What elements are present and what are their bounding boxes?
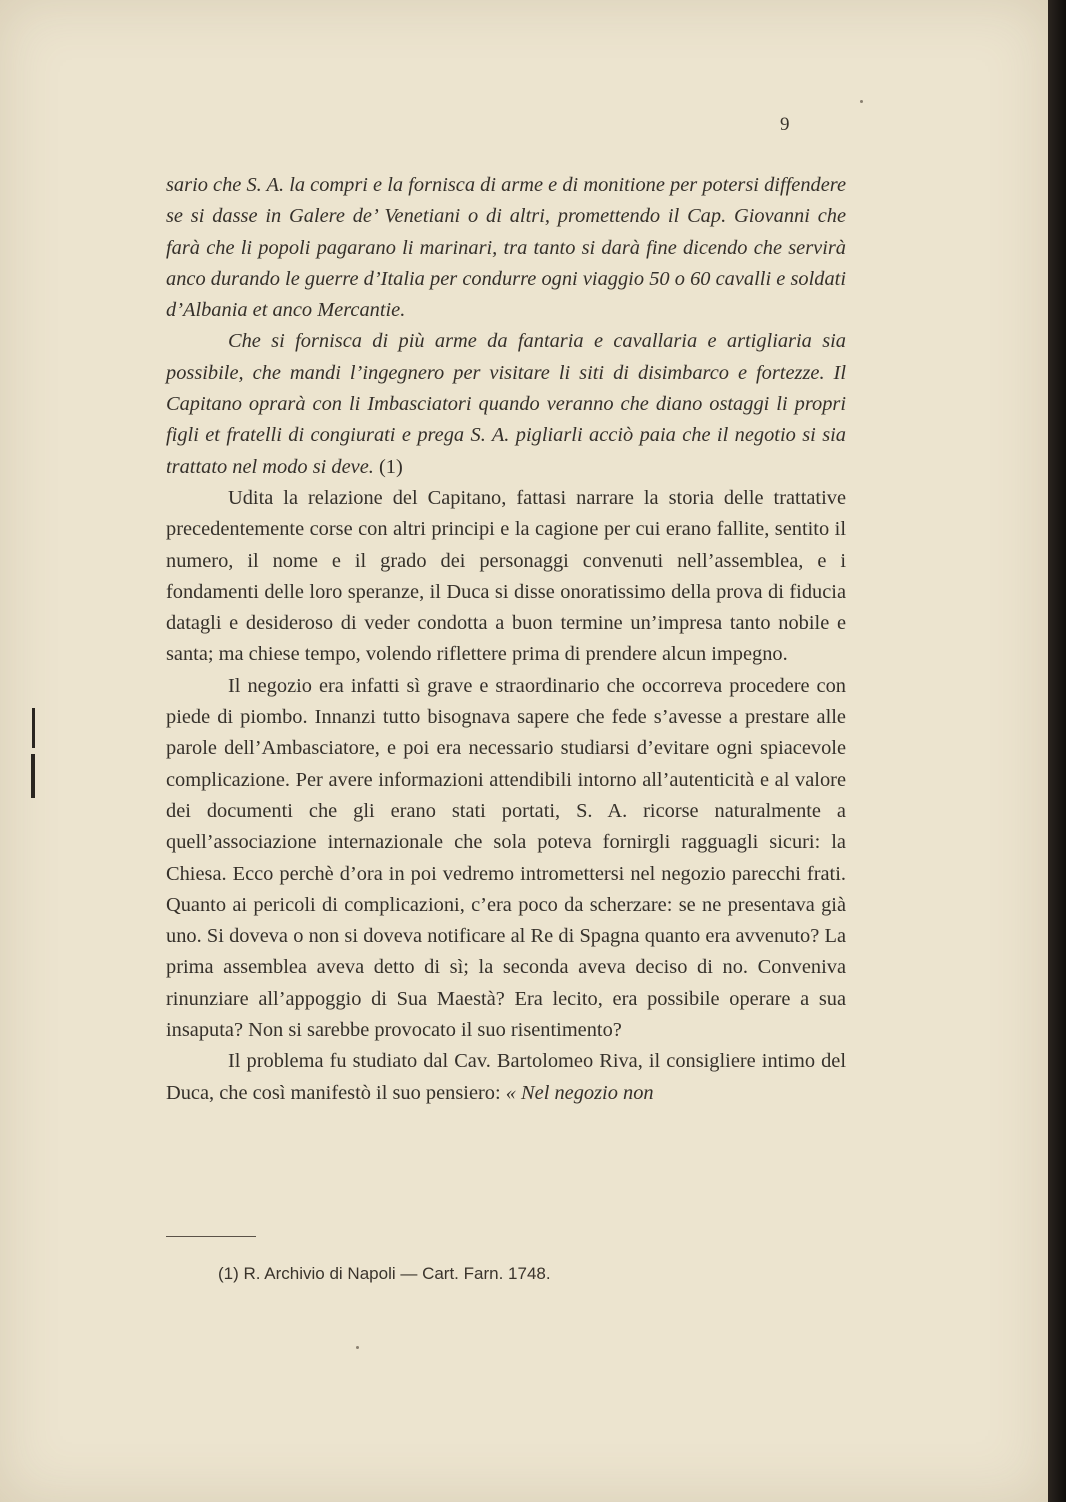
- paragraph-quote-2-text: Che si fornisca di più arme da fantaria e cavallaria e artigliaria sia possibile, che mandi l’ingegnero per visitare li siti di disimbarco e fortezze. Il Capitano oprarà con li Imbasciatori quando veranno che diano ostaggi li propri figli et fratelli di congiurati e prega S. A. pigliarli acciò paia che il negotio si sia trattato nel modo si deve.: [166, 330, 846, 478]
- footnote: (1) R. Archivio di Napoli — Cart. Farn. 1748.: [218, 1264, 551, 1283]
- paragraph-5-text: Il problema fu studiato dal Cav. Bartolomeo Riva, il consigliere intimo del Duca, che così manifestò il suo pensiero:: [166, 1050, 846, 1104]
- paragraph-3: Udita la relazione del Capitano, fattasi narrare la storia delle trattative precedentemente corse con altri principi e la cagione per cui erano fallite, sentito il numero, il nome e il grado dei personaggi convenuti nell’assemblea, e i fondamenti delle loro speranze, il Duca si disse onoratissimo della prova di fiducia datagli e desideroso di veder condotta a buon termine un’impresa tanto nobile e santa; ma chiese tempo, volendo riflettere prima di prendere alcun impegno.: [166, 486, 846, 666]
- page-number: 9: [780, 114, 790, 135]
- paragraph-4: Il negozio era infatti sì grave e straordinario che occorreva procedere con piede di piombo. Innanzi tutto bisognava sapere che fede s’avesse a prestare alle parole dell’Ambasciatore, e poi era necessario studiarsi d’evitare ogni spiacevole complicazione. Per avere informazioni attendibili intorno all’autenticità e al valore dei documenti che gli erano stati portati, S. A. ricorse naturalmente a quell’associazione internazionale che sola poteva fornirgli ragguagli sicuri: la Chiesa. Ecco perchè d’ora in poi vedremo intromettersi nel negozio parecchi frati. Quanto ai pericoli di complicazioni, c’era poco da scherzare: se ne presentava già uno. Si doveva o non si doveva notificare al Re di Spagna quanto era avvenuto? La prima assemblea aveva detto di sì; la seconda aveva deciso di no. Conveniva rinunziare all’appoggio di Sua Maestà? Era lecito, era possibile operare a sua insaputa? Non si sarebbe provocato il suo risentimento?: [166, 674, 846, 1042]
- footnote-divider: [166, 1236, 256, 1237]
- footnote-reference: (1): [378, 455, 403, 478]
- paper-speck: [860, 100, 863, 103]
- margin-ink-mark: [28, 708, 38, 798]
- body-text: [166, 170, 846, 1109]
- paragraph-5: [166, 1046, 846, 1109]
- scan-edge: [1048, 0, 1066, 1502]
- paragraph-quote-1: sario che S. A. la compri e la fornisca di arme e di monitione per potersi diffendere se si dasse in Galere de’ Venetiani o di altri, promettendo il Cap. Giovanni che farà che li popoli pagarano li marinari, tra tanto si darà fine dicendo che servirà anco durando le guerre d’Italia per condurre ogni viaggio 50 o 60 cavalli e soldati d’Albania et anco Mercantie.: [166, 174, 846, 322]
- paper-speck: [356, 1346, 359, 1349]
- paragraph-quote-2: [166, 326, 846, 482]
- trailing-quote: « Nel negozio non: [505, 1081, 654, 1104]
